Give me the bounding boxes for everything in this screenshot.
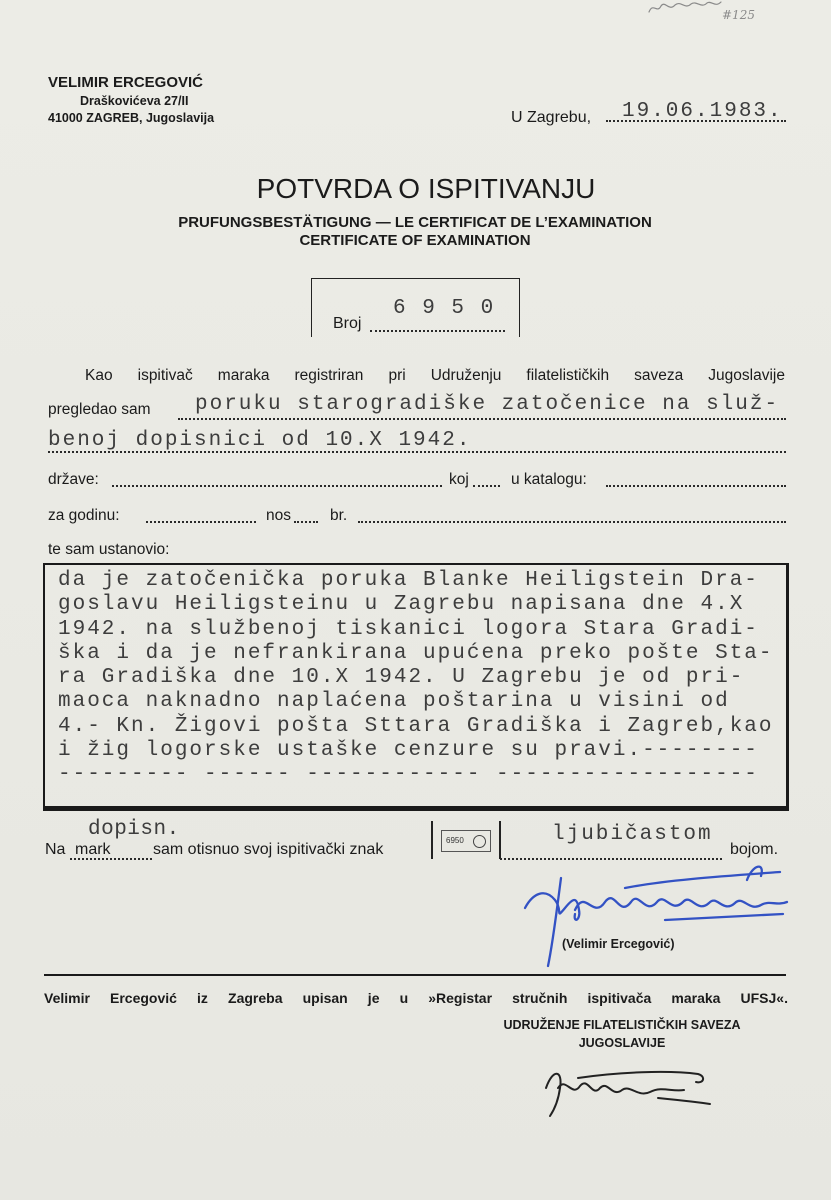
stamp-color-value: ljubičastom [552, 823, 713, 846]
pencil-note: #125 [722, 8, 755, 22]
examined-value-2: benoj dopisnici od 10.X 1942. [48, 429, 472, 452]
year-dotted-line [146, 521, 256, 523]
year-label: za godinu: [48, 507, 120, 524]
stamp-line-prefix: Na [45, 841, 66, 858]
finding-text [58, 569, 774, 788]
finding-line: ška i da je nefrankirana upućena preko pošte Sta- [58, 641, 774, 665]
finding-line: ra Gradiška dne 10.X 1942. U Zagrebu je od pri- [58, 666, 745, 690]
number-dotted-line [370, 330, 505, 332]
country-dotted-line [112, 485, 442, 487]
face-value-label: nos [266, 507, 291, 524]
pencil-scribble [645, 0, 723, 20]
finding-line: maoca naknadno naplaćena poštarina u visini od [58, 690, 730, 714]
association-country: JUGOSLAVIJE [578, 1036, 666, 1050]
examined-value-1: poruku starogradiške zatočenice na služ- [195, 393, 780, 416]
stamp-line-middle: sam otisnuo svoj ispitivački znak [153, 841, 384, 858]
which-label: koj [449, 471, 469, 488]
divider [44, 974, 786, 976]
signature-caption: (Velimir Ercegović) [562, 937, 675, 951]
sender-name: VELIMIR ERCEGOVIĆ [48, 74, 204, 91]
catalogue-number-dotted-line [358, 521, 786, 523]
examined-label: pregledao sam [48, 401, 151, 418]
date-value: 19.06.1983. [622, 100, 783, 123]
catalogue-number-label: br. [330, 507, 348, 524]
finding-line: goslavu Heiligsteinu u Zagrebu napisana dne 4.X [58, 593, 745, 617]
finding-line: 4.- Kn. Žigovi pošta Sttara Gradiška i Zagreb,kao [58, 714, 774, 738]
document-subtitle-de-fr: PRUFUNGSBESTÄTIGUNG — LE CERTIFICAT DE L’EXAMINATION [178, 214, 652, 231]
place-label: U Zagrebu, [511, 109, 592, 126]
number-value: 6 9 5 0 [393, 297, 496, 320]
sender-city: 41000 ZAGREB, Jugoslavija [48, 111, 215, 125]
which-dotted-line [473, 485, 500, 487]
document-subtitle-en: CERTIFICATE OF EXAMINATION [299, 232, 531, 249]
face-value-dotted-line [294, 521, 318, 523]
examiner-signature [515, 858, 795, 973]
document-title: POTVRDA O ISPITIVANJU [256, 173, 596, 204]
finding-line: i žig logorske ustaške cenzure su pravi.-------- [58, 739, 759, 763]
stamp-line-suffix: bojom. [730, 841, 779, 858]
finding-line: 1942. na službenoj tiskanici logora Stara Gradi- [58, 617, 759, 641]
sender-street: Draškovićeva 27/II [80, 94, 189, 108]
catalogue-label: u katalogu: [511, 471, 587, 488]
intro-text: Kao ispitivač maraka registriran pri Udruženju filatelističkih saveza Jugoslavije [85, 367, 785, 384]
catalogue-dotted-line [606, 485, 786, 487]
examiner-mark [441, 830, 491, 852]
stamp-line-printed-word: mark [75, 841, 111, 858]
finding-line: --------- ------ ------------ ------------------ [58, 763, 759, 787]
association-signature [538, 1058, 713, 1118]
stamp-line-dotted-line [70, 858, 152, 860]
country-label: države: [48, 471, 99, 488]
association-name: UDRUŽENJE FILATELISTIČKIH SAVEZA [503, 1018, 741, 1032]
examined-dotted-line-1 [178, 418, 786, 420]
examiner-mark-number: 6950 [446, 836, 464, 845]
finding-label: te sam ustanovio: [48, 541, 170, 558]
finding-line: da je zatočenička poruka Blanke Heiligstein Dra- [58, 569, 759, 592]
stamp-line-typed-over: dopisn. [88, 818, 180, 841]
examiner-mark-circle-icon [473, 835, 486, 848]
registry-note: Velimir Ercegović iz Zagreba upisan je u »Registar stručnih ispitivača maraka UFSJ«. [44, 990, 788, 1006]
number-label: Broj [333, 315, 362, 332]
